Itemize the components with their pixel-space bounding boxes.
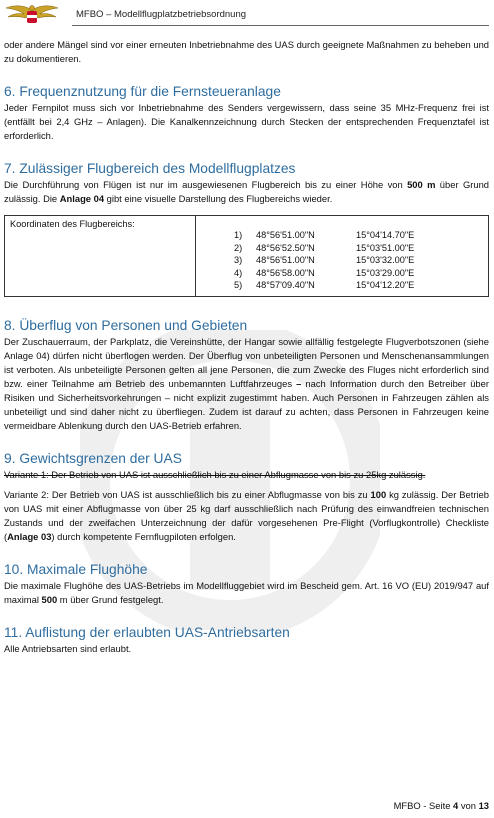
- current-page: 4: [453, 800, 459, 811]
- section-8-text: Der Zuschauerraum, der Parkplatz, die Vereinshütte, der Hangar sowie allfällig festgelegte Flugverbotszonen (siehe Anlage 04) dürfen nicht überflogen werden. Der Überflug von unbeteiligten Personen und Menschenansammlungen ist verboten. Als unbeteiligte Personen gelten all jene Personen, die zum Zwecke des Fluges nicht erforderlich sind bzw. einer Teilnahme am Betrieb des unbemannten Luftfahrzeuges – nach Information durch den Betreiber über Risiken und Sicherheitsvorkehrungen – nicht explizit zugestimmt haben. Auch Personen in Fahrzeugen zählen als unbeteiligt und sind daher nicht zu überfliegen. Zudem ist darauf zu achten, dass Personen in Fahrzeugen keine vermeidbare Ablenkung durch den UAS-Betrieb erfahren.: [4, 335, 489, 431]
- coordinate-row: 2) 48°56'52.50"N 15°03'51.00"E: [234, 242, 415, 253]
- section-11-heading: 11. Auflistung der erlaubten UAS-Antriebsarten: [4, 624, 290, 640]
- intro-paragraph: oder andere Mängel sind vor einer erneuten Inbetriebnahme des UAS durch geeignete Maßnahmen zu beheben und zu dokumentieren.: [4, 39, 489, 64]
- max-height: 500: [41, 593, 58, 605]
- coordinates-list: [196, 216, 489, 297]
- header-divider: [72, 25, 489, 26]
- eagle-logo-icon: [4, 2, 60, 28]
- coordinates-label: Koordinaten des Flugbereichs:: [5, 216, 196, 297]
- section-7-text: Die Durchführung von Flügen ist nur im ausgewiesenen Flugbereich bis zu einer Höhe von 500 m über Grund zulässig. Die Anlage 04 gibt eine visuelle Darstellung des Flugbereichs wieder.: [4, 179, 489, 204]
- section-6-heading: 6. Frequenznutzung für die Fernsteueranlage: [4, 84, 281, 99]
- variant-1-text: Variante 1: Der Betrieb von UAS ist ausschließlich bis zu einer Abflugmasse von bis zu 25kg zulässig.: [4, 468, 426, 480]
- document-body: [4, 38, 489, 656]
- section-7-heading: 7. Zulässiger Flugbereich des Modellflugplatzes: [4, 161, 296, 176]
- max-weight: 100: [370, 488, 387, 500]
- coordinates-table: [4, 215, 489, 297]
- coordinate-row: 1) 48°56'51.00"N 15°04'14.70"E: [234, 230, 415, 240]
- section-9-heading: 9. Gewichtsgrenzen der UAS: [4, 450, 182, 466]
- coordinate-row: 4) 48°56'58.00"N 15°03'29.00"E: [234, 267, 415, 278]
- section-11-text: Alle Antriebsarten sind erlaubt.: [4, 642, 132, 654]
- section-8-heading: 8. Überflug von Personen und Gebieten: [4, 317, 248, 333]
- anlage-04-ref: Anlage 04: [59, 193, 105, 204]
- coordinate-row: 5) 48°57'09.40"N 15°04'12.20"E: [234, 280, 415, 290]
- coordinate-row: 3) 48°56'51.00"N 15°03'32.00"E: [234, 255, 415, 265]
- section-6-text: Jeder Fernpilot muss sich vor Inbetriebnahme des Senders vergewissern, dass seine 35 MHz-Frequenz frei ist (entfällt bei 2,4 GHz – Anlagen). Die Kanalkennzeichnung durch Stecken der entsprechenden Frequenztafel ist erforderlich.: [4, 102, 489, 141]
- header-title: MFBO – Modellflugplatzbetriebsordnung: [76, 9, 247, 20]
- page-header: [0, 0, 494, 30]
- anlage-03-ref: Anlage 03: [7, 530, 52, 542]
- section-10-heading: 10. Maximale Flughöhe: [4, 561, 148, 577]
- section-10-text: Die maximale Flughöhe des UAS-Betriebs im Modellfluggebiet wird im Bescheid gem. Art. 16 VO (EU) 2019/947 auf maximal 500 m über Grund festgelegt.: [4, 579, 489, 605]
- total-pages: 13: [478, 800, 489, 811]
- variant-2-text: Variante 2: Der Betrieb von UAS ist ausschließlich bis zu einer Abflugmasse von bis zu 100 kg zulässig. Der Betrieb von UAS mit einer Abflugmasse von über 25 kg darf ausschließlich nach Prüfung des einwandfreien technischen Zustands und der zweifachen Unterzeichnung der dafür vorgesehenen Pre-Flight (Vorflugkontrolle) Checkliste (Anlage 03) durch kompetente Fernflugpiloten erfolgen.: [4, 488, 489, 542]
- page-footer: MFBO - Seite 4 von 13: [393, 800, 489, 811]
- flight-height: 500 m: [407, 179, 436, 190]
